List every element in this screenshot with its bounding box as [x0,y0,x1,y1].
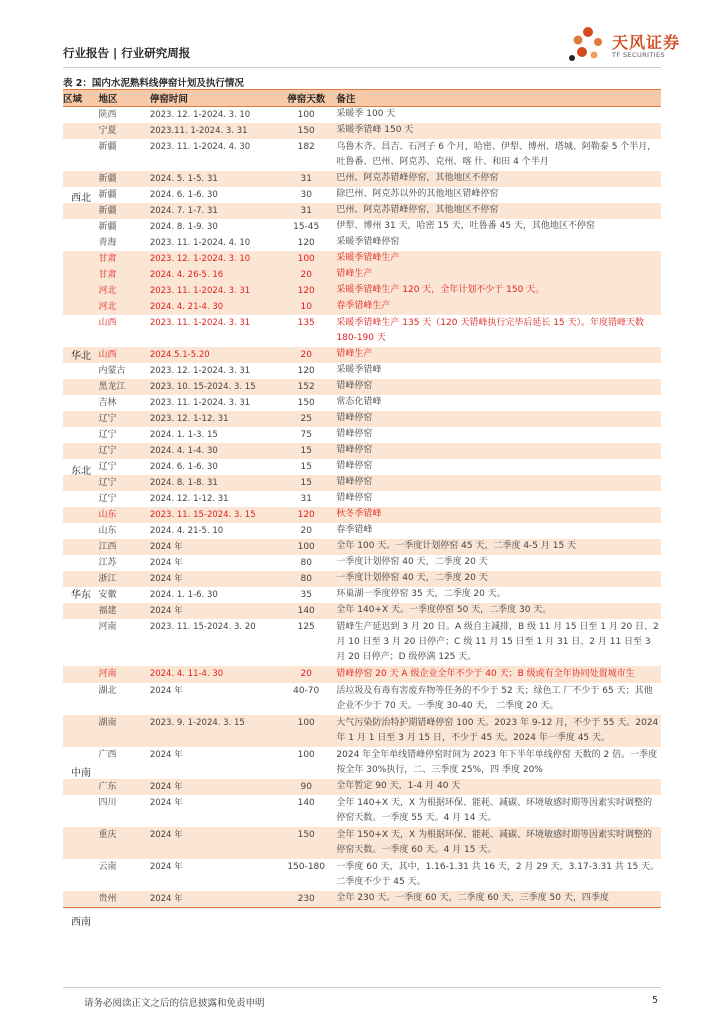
table-row [63,459,661,475]
time-cell: 2023. 11. 1-2024. 3. 31 [149,318,251,328]
time-cell: 2024. 1. 1-3. 15 [149,430,218,440]
region-cell [63,203,99,219]
area-cell: 江苏 [98,558,117,568]
note-cell: 错峰停窑 [336,413,373,423]
region-cell [63,683,99,715]
time-cell: 2024 年 [149,750,183,760]
table-row [63,107,661,123]
time-cell: 2024 年 [149,782,183,792]
region-cell [63,395,99,411]
time-cell: 2024. 4. 21-5. 10 [149,526,224,536]
area-cell: 湖南 [98,718,117,728]
region-cell [63,251,99,267]
days-cell: 100 [297,750,315,760]
note-cell: 春季错峰生产 [336,301,391,311]
table-row [63,491,661,507]
days-cell: 120 [297,238,315,248]
note-cell: 2024 年全年单线错峰停窑时间为 2023 年下半年单线停窑 天数的 2 倍。一季度按全年 30%执行，二、三季度 25%，四 季度 20% [336,750,658,775]
area-cell: 新疆 [98,206,117,216]
table-row [63,715,661,747]
area-cell: 贵州 [98,894,117,904]
footer-divider [63,987,661,988]
note-cell: 错峰停窑 [336,445,373,455]
region-cell [63,475,99,491]
area-cell: 河南 [98,622,117,632]
days-cell: 20 [300,669,312,679]
table-row [63,379,661,395]
days-cell: 150 [297,126,315,136]
region-label-east: 华东 [71,590,91,601]
area-cell: 辽宁 [98,430,117,440]
region-label-northeast: 东北 [71,466,91,477]
region-cell [63,443,99,459]
note-cell: 采暖季错峰生产 120 天，全年计划不少于 150 天。 [336,285,545,295]
days-cell: 31 [300,494,312,504]
logo-mark-icon [569,27,602,61]
days-cell: 10 [300,302,312,312]
note-cell: 一季度 60 天，其中，1.16-1.31 共 16 天，2 月 29 天，3.17-3.31 共 15 天。二季度不少于 45 天。 [336,862,660,887]
area-cell: 河北 [98,286,117,296]
table-header-row [63,89,661,107]
time-cell: 2024. 4. 21-4. 30 [149,302,224,312]
region-cell [63,523,99,539]
table-row [63,427,661,443]
area-cell: 辽宁 [98,478,117,488]
disclaimer-footer: 请务必阅读正文之后的信息披露和免责申明 [84,998,265,1009]
region-cell [63,859,99,891]
area-cell: 山西 [98,350,117,360]
days-cell: 30 [300,190,312,200]
days-cell: 150 [297,830,315,840]
area-cell: 江西 [98,542,117,552]
days-cell: 230 [297,894,315,904]
area-cell: 黑龙江 [98,382,126,392]
table-row [63,619,661,666]
time-cell: 2023. 11. 15-2024. 3. 20 [149,622,256,632]
table-row [63,139,661,171]
area-cell: 辽宁 [98,462,117,472]
note-cell: 采暖季错峰 [336,365,382,375]
table-row [63,827,661,859]
table-row [63,475,661,491]
area-cell: 辽宁 [98,446,117,456]
area-cell: 浙江 [98,574,117,584]
region-label-southwest: 西南 [71,917,91,928]
table-row [63,363,661,379]
table-row [63,779,661,795]
region-cell [63,379,99,395]
region-cell [63,411,99,427]
table-row [63,283,661,299]
time-cell: 2024. 5. 1-5. 31 [149,174,218,184]
region-cell [63,507,99,523]
days-cell: 40-70 [293,686,320,696]
region-cell [63,427,99,443]
region-cell [63,107,99,123]
note-cell: 巴州、阿克苏错峰停窑，其他地区不停窑 [336,205,499,215]
region-cell [63,235,99,251]
days-cell: 120 [297,286,315,296]
area-cell: 山东 [98,510,117,520]
table-row [63,235,661,251]
time-cell: 2024 年 [149,574,183,584]
area-cell: 新疆 [98,222,117,232]
days-cell: 35 [300,590,312,600]
area-cell: 辽宁 [98,414,117,424]
table-row [63,299,661,315]
time-cell: 2024 年 [149,606,183,616]
days-cell: 150-180 [287,862,325,872]
table-row [63,123,661,139]
time-cell: 2024. 7. 1-7. 31 [149,206,218,216]
note-cell: 错峰停窑 20 天 A 级企业全年不少于 40 天；B 级或有全年协同处置城市生 [336,669,635,679]
col-header-area: 地区 [98,94,118,105]
time-cell: 2023. 11. 1-2024. 4. 30 [149,142,251,152]
area-cell: 四川 [98,798,117,808]
days-cell: 15 [300,462,312,472]
page-number: 5 [652,995,659,1006]
note-cell: 一季度计划停窑 40 天，二季度 20 天 [336,557,488,567]
table-row [63,315,661,347]
time-cell: 2024. 4. 1-4. 30 [149,446,218,456]
time-cell: 2023. 11. 15-2024. 3. 15 [149,510,256,520]
col-header-region: 区域 [63,94,83,105]
table-row [63,347,661,363]
days-cell: 140 [297,798,315,808]
note-cell: 采暖季错峰 150 天 [336,125,414,135]
table-row [63,523,661,539]
time-cell: 2024. 6. 1-6. 30 [149,462,218,472]
note-cell: 春季错峰 [336,525,373,535]
logo-name: 天风证券 [612,33,681,52]
note-cell: 一季度计划停窑 40 天，二季度 20 天 [336,573,488,583]
table-row [63,251,661,267]
time-cell: 2023. 11. 1-2024. 3. 31 [149,286,251,296]
table-row [63,187,661,203]
table-row [63,683,661,715]
days-cell: 120 [297,510,315,520]
time-cell: 2024. 8. 1-9. 30 [149,222,218,232]
note-cell: 常态化错峰 [336,397,382,407]
note-cell: 全年 100 天。一季度计划停窑 45 天，二季度 4-5 月 15 天 [336,541,577,551]
col-header-days: 停窑天数 [287,94,326,105]
note-cell: 环巢湖一季度停窑 35 天，二季度 20 天。 [336,589,506,599]
note-cell: 错峰停窑 [336,461,373,471]
note-cell: 全年暂定 90 天，1-4 月 40 天 [336,781,461,791]
table-row [63,219,661,235]
note-cell: 采暖季错峰生产 [336,253,400,263]
region-cell [63,603,99,619]
region-cell [63,795,99,827]
table-row [63,443,661,459]
region-cell [63,827,99,859]
table-row [63,171,661,187]
note-cell: 采暖季 100 天 [336,109,396,119]
region-cell [63,267,99,283]
area-cell: 河北 [98,302,117,312]
note-cell: 采暖季错峰生产 135 天（120 天错峰执行完毕后延长 15 天）。年度错峰天数 180-190 天 [336,318,645,343]
region-cell [63,715,99,747]
time-cell: 2023.11. 1-2024. 3. 31 [149,126,248,136]
time-cell: 2024. 12. 1-12. 31 [149,494,229,504]
area-cell: 新疆 [98,174,117,184]
note-cell: 活垃圾及有毒有害废弃物等任务的不少于 52 天；绿色工 厂不少于 65 天；其他企业不少于 70 天。一季度 30-40 天， 二季度 20 天。 [336,686,653,711]
time-cell: 2023. 9. 1-2024. 3. 15 [149,718,245,728]
region-label-north: 华北 [71,351,91,362]
note-cell: 全年 140+X 天，X 为根据环保、能耗、减碳、环境敏感时期等因素实时调整的停窑天数。一季度 55 天。4 月 14 天。 [336,798,653,823]
days-cell: 25 [300,414,312,424]
table-row [63,891,661,907]
table-row [63,666,661,683]
days-cell: 20 [300,270,312,280]
area-cell: 福建 [98,606,117,616]
area-cell: 广东 [98,782,117,792]
header-divider [63,67,661,68]
table-row [63,267,661,283]
table-row [63,571,661,587]
days-cell: 31 [300,174,312,184]
note-cell: 错峰停窑 [336,493,373,503]
days-cell: 140 [297,606,315,616]
time-cell: 2023. 11. 1-2024. 4. 10 [149,238,251,248]
time-cell: 2023. 12. 1-2024. 3. 31 [149,366,251,376]
time-cell: 2024. 1. 1-6. 30 [149,590,218,600]
region-cell [63,779,99,795]
days-cell: 100 [297,542,315,552]
days-cell: 80 [300,558,312,568]
note-cell: 大气污染防治特护期错峰停窑 100 天。2023 年 9-12 月，不少于 55 天。2024 年 1 月 1 日至 3 月 15 日，不少于 45 天。2024 年一季度 45 天。 [336,718,659,743]
days-cell: 15-45 [293,222,320,232]
note-cell: 全年 150+X 天，X 为根据环保、能耗、减碳、环境敏感时期等因素实时调整的停窑天数。一季度 60 天。4 月 15 天。 [336,830,653,855]
note-cell: 错峰生产延迟到 3 月 20 日。A 级自主减排，B 级 11 月 15 日至 1 月 20 日、2 月 10 日至 3 月 20 日停产；C 级 11 月 15 日至 1 月 31 日、2 月 11 日至 3 月 20 日停产；D 级停满 125 天。 [336,622,659,662]
note-cell: 错峰停窑 [336,477,373,487]
time-cell: 2024. 4. 11-4. 30 [149,669,224,679]
area-cell: 陕西 [98,110,117,120]
region-cell [63,891,99,907]
days-cell: 15 [300,446,312,456]
table-row [63,411,661,427]
table-row [63,587,661,603]
area-cell: 山东 [98,526,117,536]
time-cell: 2024 年 [149,686,183,696]
time-cell: 2024. 4. 26-5. 16 [149,270,224,280]
area-cell: 内蒙古 [98,366,126,376]
table-row [63,747,661,779]
days-cell: 15 [300,478,312,488]
region-label-northwest: 西北 [71,193,91,204]
area-cell: 宁夏 [98,126,117,136]
note-cell: 伊犁、博州 31 天，哈密 15 天，吐鲁番 45 天，其他地区不停窑 [336,221,595,231]
table-body [63,107,661,928]
region-label-central-south: 中南 [71,768,91,779]
region-cell [63,283,99,299]
time-cell: 2023. 11. 1-2024. 3. 31 [149,398,251,408]
region-cell [63,123,99,139]
area-cell: 吉林 [98,398,117,408]
time-cell: 2023. 12. 1-12. 31 [149,414,229,424]
note-cell: 除巴州、阿克苏以外的其他地区错峰停窑 [336,189,499,199]
area-cell: 山西 [98,318,117,328]
days-cell: 100 [297,110,315,120]
time-cell: 2024. 8. 1-8. 31 [149,478,218,488]
region-cell [63,539,99,555]
region-cell [63,363,99,379]
report-type-header: 行业报告 | 行业研究周报 [63,46,191,60]
region-cell [63,219,99,235]
time-cell: 2024. 6. 1-6. 30 [149,190,218,200]
time-cell: 2024 年 [149,894,183,904]
region-cell [63,299,99,315]
days-cell: 182 [297,142,315,152]
note-cell: 乌鲁木齐、昌吉、石河子 6 个月，哈密、伊犁、博州、塔城、阿勒泰 5 个半月，吐鲁番、巴州、阿克苏、克州、喀 什、和田 4 个半月 [336,142,657,167]
note-cell: 巴州、阿克苏错峰停窑，其他地区不停窑 [336,173,499,183]
col-header-note: 备注 [336,94,356,105]
days-cell: 120 [297,366,315,376]
days-cell: 31 [300,206,312,216]
days-cell: 135 [297,318,315,328]
table-row [63,203,661,219]
days-cell: 100 [297,718,315,728]
area-cell: 甘肃 [98,254,117,264]
note-cell: 错峰停窑 [336,381,373,391]
table-row [63,859,661,891]
time-cell: 2024 年 [149,862,183,872]
region-cell [63,491,99,507]
note-cell: 错峰停窑 [336,429,373,439]
days-cell: 80 [300,574,312,584]
region-cell [63,315,99,347]
area-cell: 新疆 [98,190,117,200]
area-cell: 辽宁 [98,494,117,504]
note-cell: 全年 230 天。一季度 60 天，二季度 60 天，三季度 50 天，四季度 [336,893,609,903]
days-cell: 125 [297,622,315,632]
time-cell: 2023. 10. 15-2024. 3. 15 [149,382,256,392]
days-cell: 90 [300,782,312,792]
area-cell: 湖北 [98,686,117,696]
days-cell: 150 [297,398,315,408]
region-cell [63,555,99,571]
area-cell: 新疆 [98,142,117,152]
time-cell: 2024.5.1-5.20 [149,350,210,360]
time-cell: 2024 年 [149,798,183,808]
days-cell: 20 [300,526,312,536]
area-cell: 云南 [98,862,117,872]
region-cell [63,171,99,187]
region-cell [63,666,99,683]
note-cell: 错峰生产 [336,349,373,359]
time-cell: 2024 年 [149,830,183,840]
region-cell [63,571,99,587]
area-cell: 甘肃 [98,270,117,280]
time-cell: 2024 年 [149,558,183,568]
logo-subtitle: TF SECURITIES [612,51,666,59]
area-cell: 青海 [98,238,117,248]
days-cell: 20 [300,350,312,360]
region-cell [63,139,99,171]
area-cell: 安徽 [98,590,117,600]
kiln-shutdown-table [63,89,661,928]
time-cell: 2023. 12. 1-2024. 3. 10 [149,254,251,264]
note-cell: 错峰生产 [336,269,373,279]
table-caption: 表 2：国内水泥熟料线停窑计划及执行情况 [63,78,244,89]
table-row [63,395,661,411]
area-cell: 河南 [98,669,117,679]
time-cell: 2023. 12. 1-2024. 3. 10 [149,110,251,120]
area-cell: 重庆 [98,830,117,840]
region-cell [63,619,99,666]
col-header-time: 停窑时间 [149,94,188,105]
table-row [63,507,661,523]
table-row [63,539,661,555]
area-cell: 广西 [98,750,117,760]
table-row [63,795,661,827]
days-cell: 152 [297,382,315,392]
note-cell: 采暖季错峰停窑 [336,237,400,247]
days-cell: 100 [297,254,315,264]
note-cell: 秋冬季错峰 [336,509,382,519]
days-cell: 75 [300,430,312,440]
table-row [63,603,661,619]
table-row [63,555,661,571]
time-cell: 2024 年 [149,542,183,552]
note-cell: 全年 140+X 天。一季度停窑 50 天，二季度 30 天。 [336,605,552,615]
